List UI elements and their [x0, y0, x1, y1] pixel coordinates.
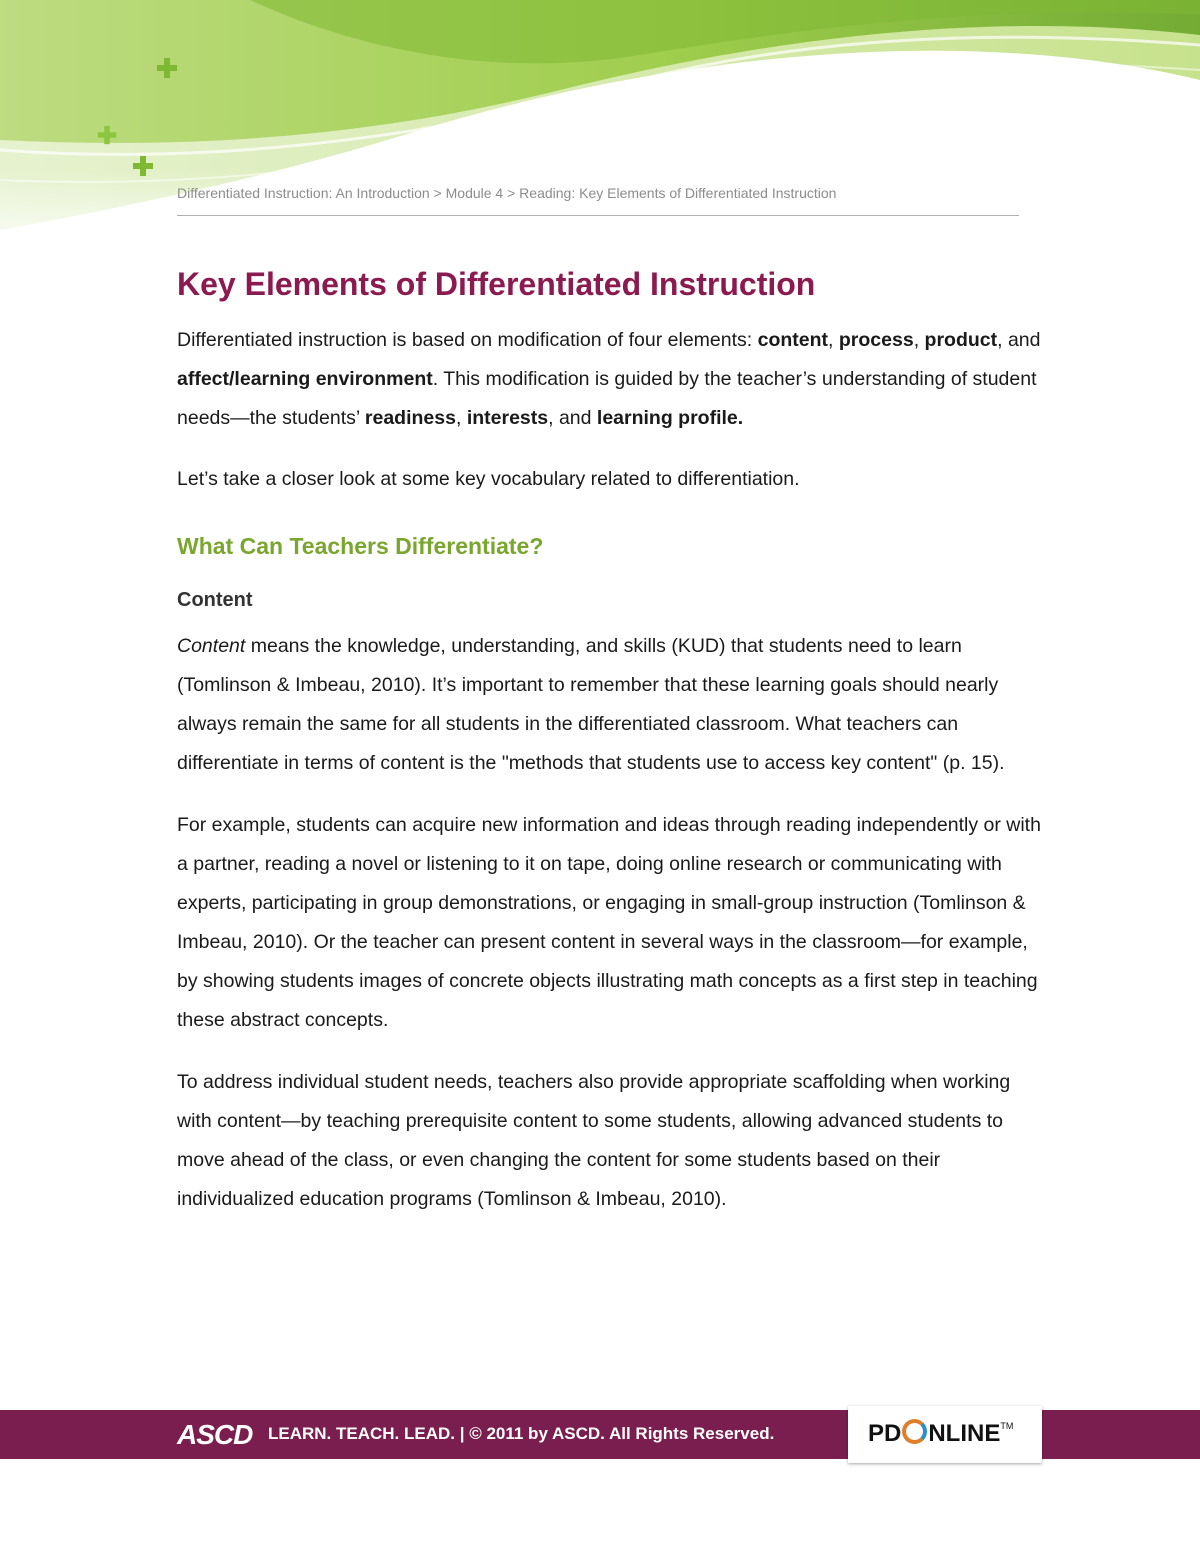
pd-online-logo: PD NLINE™ [868, 1420, 1014, 1447]
intro-paragraph: Differentiated instruction is based on modification of four elements: content, process, product, and affect/learning environment. This modification is guided by the teacher’s understanding of student needs—the students’ readiness, interests, and learning profile. [177, 329, 1041, 429]
article [177, 262, 1047, 1219]
pd-ring-icon [902, 1419, 927, 1444]
ascd-logo: ASCD [177, 1419, 253, 1450]
breadcrumb-divider [177, 215, 1019, 216]
plus-icon [131, 154, 155, 178]
banner-swoosh [0, 0, 1200, 260]
header-banner [0, 0, 1200, 260]
subheading-content: Content [177, 589, 253, 611]
scaffolding-paragraph: To address individual student needs, teachers also provide appropriate scaffolding when working with content—by teaching prerequisite content to some students, allowing advanced students to move ahead of the class, or even changing the content for some students based on their individualized education programs (Tomlinson & Imbeau, 2010). [177, 1071, 1011, 1210]
lookahead-paragraph: Let’s take a closer look at some key vocabulary related to differentiation. [177, 468, 800, 490]
example-paragraph: For example, students can acquire new information and ideas through reading independently or with a partner, reading a novel or listening to it on tape, doing online research or communicating with experts, participating in group demonstrations, or engaging in small-group instruction (Tomlinson & Imbeau, 2010). Or the teacher can present content in several ways in the classroom—for example, by showing students images of concrete objects illustrating math concepts as a first step in teaching these abstract concepts. [177, 814, 1041, 1031]
content-definition-paragraph: Content means the knowledge, understanding, and skills (KUD) that students need to learn (Tomlinson & Imbeau, 2010). It’s important to remember that these learning goals should nearly always remain the same for all students in the differentiated classroom. What teachers can differentiate in terms of content is the "methods that students use to access key content" (p. 15). [177, 635, 1005, 774]
plus-icon [155, 56, 179, 80]
section-heading: What Can Teachers Differentiate? [177, 533, 544, 559]
page-title: Key Elements of Differentiated Instruction [177, 266, 816, 302]
breadcrumb: Differentiated Instruction: An Introduction > Module 4 > Reading: Key Elements of Differentiated Instruction [177, 185, 837, 201]
plus-icon [96, 124, 118, 146]
footer-tagline: LEARN. TEACH. LEAD. | © 2011 by ASCD. All Rights Reserved. [268, 1424, 775, 1443]
